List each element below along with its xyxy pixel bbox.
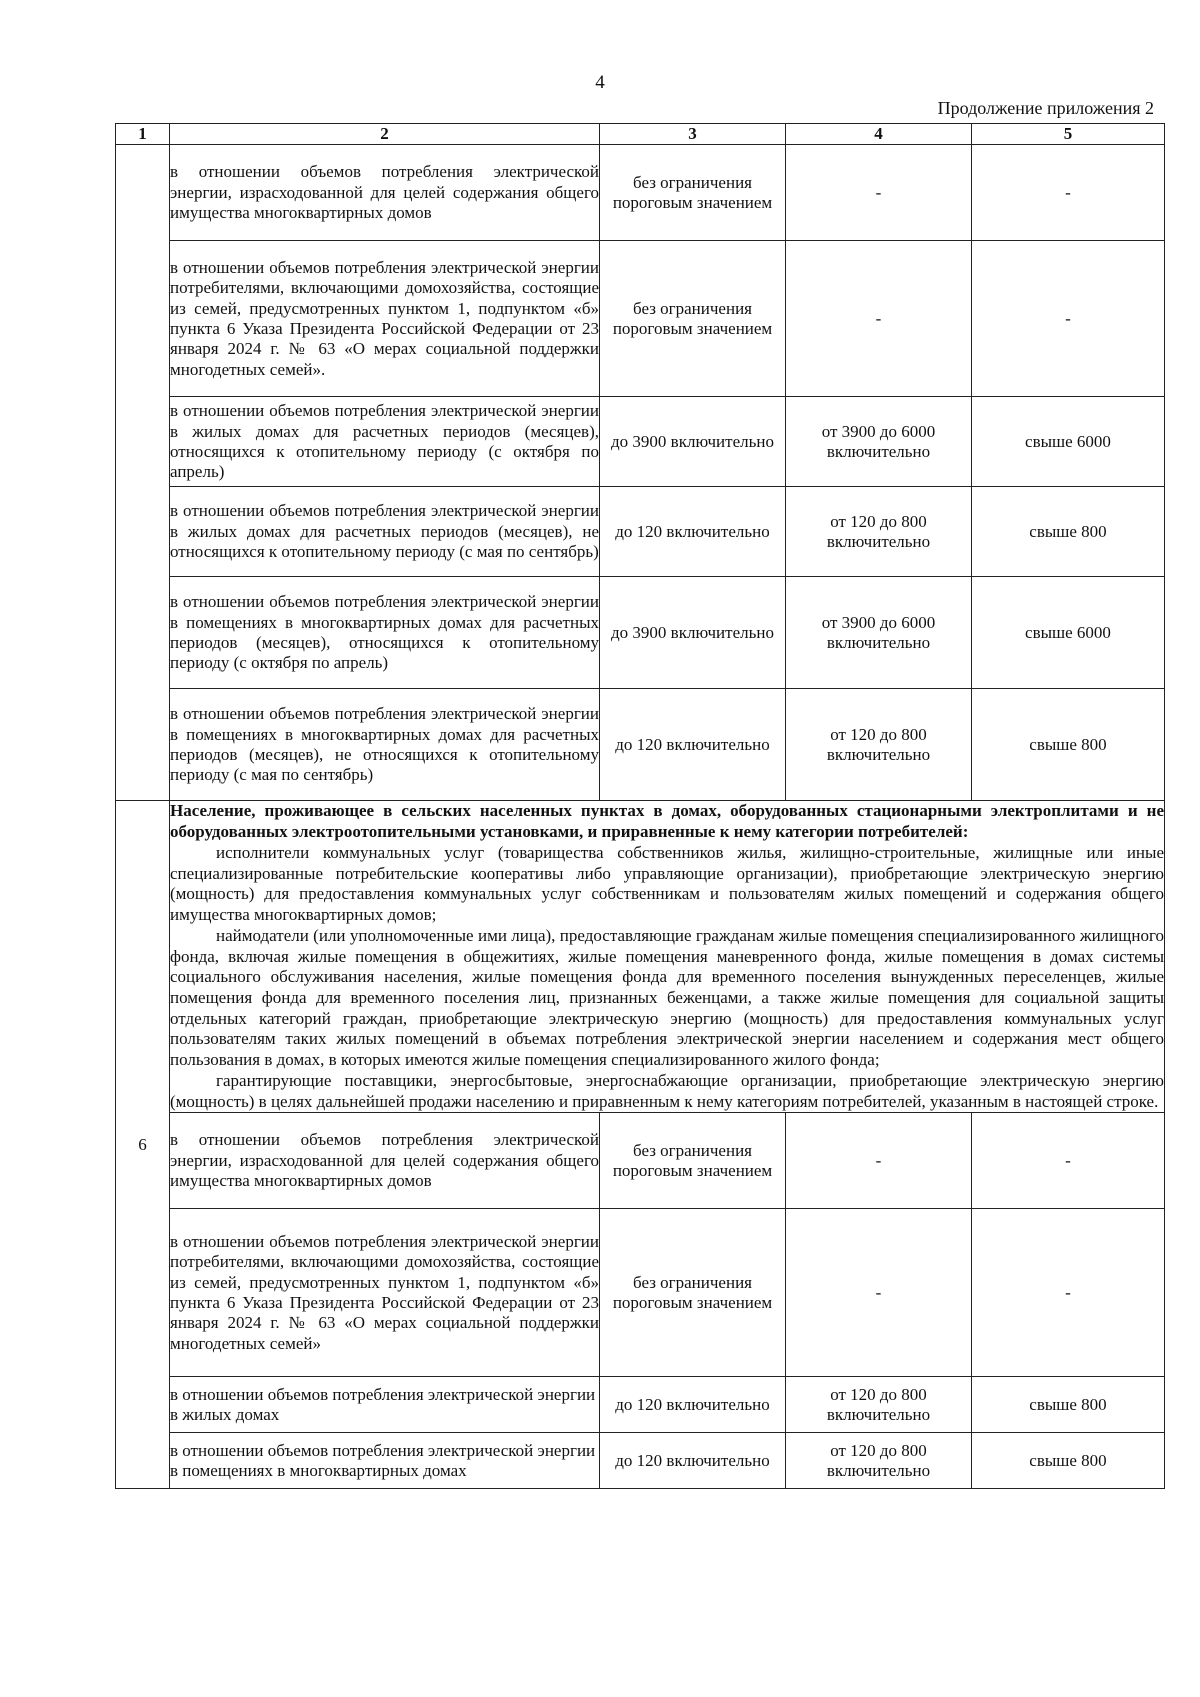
threshold-col-5: свыше 800 [972, 1433, 1165, 1489]
row-description: в отношении объемов потребления электрической энергии потребителями, включающими домохозяйства, состоящие из семей, предусмотренных пунктом 1, подпунктом «б» пункта 6 Указа Президента Российской Федерации от 23 января 2024 г. № 63 «О мерах социальной поддержки многодетных семей» [170, 1209, 600, 1377]
threshold-col-3: до 120 включительно [600, 1377, 786, 1433]
threshold-col-5: свыше 800 [972, 1377, 1165, 1433]
header-col-2: 2 [170, 124, 600, 145]
group-paragraph: наймодатели (или уполномоченные ими лица), предоставляющие гражданам жилые помещения специализированного жилищного фонда, включая жилые помещения в общежитиях, жилые помещения маневренного фонда, жилые помещения в домах системы социального обслуживания населения, жилые помещения фонда для временного поселения вынужденных переселенцев, жилые помещения фонда для временного поселения лиц, признанных беженцами, а также жилые помещения для социальной защиты отдельных категорий граждан, приобретающие электрическую энергию (мощность) для предоставления коммунальных услуг пользователям таких жилых помещений в объемах потребления электрической энергии населением и содержания мест общего пользования в домах, в которых имеются жилые помещения специализированного жилого фонда; [170, 925, 1164, 1070]
table-row [116, 241, 1165, 397]
group-heading-row [116, 801, 1165, 1113]
threshold-col-5: свыше 800 [972, 689, 1165, 801]
threshold-col-5: - [972, 241, 1165, 397]
group-heading: Население, проживающее в сельских населенных пунктах в домах, оборудованных стационарными электроплитами и не оборудованных электроотопительными установками, и приравненные к нему категории потребителей: [170, 801, 1164, 842]
row-description: в отношении объемов потребления электрической энергии потребителями, включающими домохозяйства, состоящие из семей, предусмотренных пунктом 1, подпунктом «б» пункта 6 Указа Президента Российской Федерации от 23 января 2024 г. № 63 «О мерах социальной поддержки многодетных семей». [170, 241, 600, 397]
threshold-col-5: свыше 6000 [972, 397, 1165, 487]
table-row [116, 1113, 1165, 1209]
header-row [116, 124, 1165, 145]
page-number: 4 [595, 72, 605, 93]
threshold-col-3: без ограничения пороговым значением [600, 1113, 786, 1209]
threshold-col-4: от 120 до 800 включительно [786, 689, 972, 801]
threshold-col-3: до 120 включительно [600, 1433, 786, 1489]
threshold-col-5: - [972, 1209, 1165, 1377]
header-col-4: 4 [786, 124, 972, 145]
row-description: в отношении объемов потребления электрической энергии в жилых домах [170, 1377, 600, 1433]
threshold-col-4: от 120 до 800 включительно [786, 1433, 972, 1489]
tariff-table [115, 123, 1165, 1489]
row-description: в отношении объемов потребления электрической энергии, израсходованной для целей содержания общего имущества многоквартирных домов [170, 1113, 600, 1209]
row-description: в отношении объемов потребления электрической энергии в помещениях в многоквартирных домах для расчетных периодов (месяцев), относящихся к отопительному периоду (с октября по апрель) [170, 577, 600, 689]
row-description: в отношении объемов потребления электрической энергии в помещениях в многоквартирных домах для расчетных периодов (месяцев), не относящихся к отопительному периоду (с мая по сентябрь) [170, 689, 600, 801]
table-row [116, 397, 1165, 487]
group-paragraph: гарантирующие поставщики, энергосбытовые, энергоснабжающие организации, приобретающие электрическую энергию (мощность) в целях дальнейшей продажи населению и приравненным к нему категориям потребителей, указанным в настоящей строке. [170, 1070, 1164, 1111]
threshold-col-4: от 3900 до 6000 включительно [786, 397, 972, 487]
threshold-col-4: от 3900 до 6000 включительно [786, 577, 972, 689]
threshold-col-3: до 3900 включительно [600, 577, 786, 689]
threshold-col-3: без ограничения пороговым значением [600, 145, 786, 241]
group-number-cell: 6 [116, 801, 170, 1489]
table-row [116, 487, 1165, 577]
table-row [116, 577, 1165, 689]
threshold-col-3: без ограничения пороговым значением [600, 1209, 786, 1377]
table-row [116, 1377, 1165, 1433]
row-description: в отношении объемов потребления электрической энергии в жилых домах для расчетных периодов (месяцев), не относящихся к отопительному периоду (с мая по сентябрь) [170, 487, 600, 577]
group-description [170, 801, 1165, 1113]
header-col-3: 3 [600, 124, 786, 145]
threshold-col-4: от 120 до 800 включительно [786, 1377, 972, 1433]
threshold-col-4: - [786, 145, 972, 241]
continuation-label: Продолжение приложения 2 [937, 98, 1154, 118]
row-description: в отношении объемов потребления электрической энергии, израсходованной для целей содержания общего имущества многоквартирных домов [170, 145, 600, 241]
threshold-col-4: - [786, 241, 972, 397]
threshold-col-4: - [786, 1209, 972, 1377]
threshold-col-4: - [786, 1113, 972, 1209]
threshold-col-3: до 120 включительно [600, 487, 786, 577]
header-col-5: 5 [972, 124, 1165, 145]
threshold-col-3: без ограничения пороговым значением [600, 241, 786, 397]
threshold-col-5: - [972, 145, 1165, 241]
threshold-col-5: свыше 6000 [972, 577, 1165, 689]
table-row [116, 1433, 1165, 1489]
table-row [116, 689, 1165, 801]
threshold-col-3: до 3900 включительно [600, 397, 786, 487]
row-description: в отношении объемов потребления электрической энергии в жилых домах для расчетных периодов (месяцев), относящихся к отопительному периоду (с октября по апрель) [170, 397, 600, 487]
group-paragraph: исполнители коммунальных услуг (товарищества собственников жилья, жилищно-строительные, жилищные или иные специализированные потребительские кооперативы либо управляющие организации), приобретающие электрическую энергию (мощность) для предоставления коммунальных услуг собственникам и пользователям жилых помещений и содержания общего имущества многоквартирных домов; [170, 842, 1164, 925]
table-row [116, 145, 1165, 241]
threshold-col-5: свыше 800 [972, 487, 1165, 577]
row-description: в отношении объемов потребления электрической энергии в помещениях в многоквартирных домах [170, 1433, 600, 1489]
table-row [116, 1209, 1165, 1377]
group-a-number-cell [116, 145, 170, 801]
threshold-col-4: от 120 до 800 включительно [786, 487, 972, 577]
threshold-col-3: до 120 включительно [600, 689, 786, 801]
header-col-1: 1 [116, 124, 170, 145]
threshold-col-5: - [972, 1113, 1165, 1209]
